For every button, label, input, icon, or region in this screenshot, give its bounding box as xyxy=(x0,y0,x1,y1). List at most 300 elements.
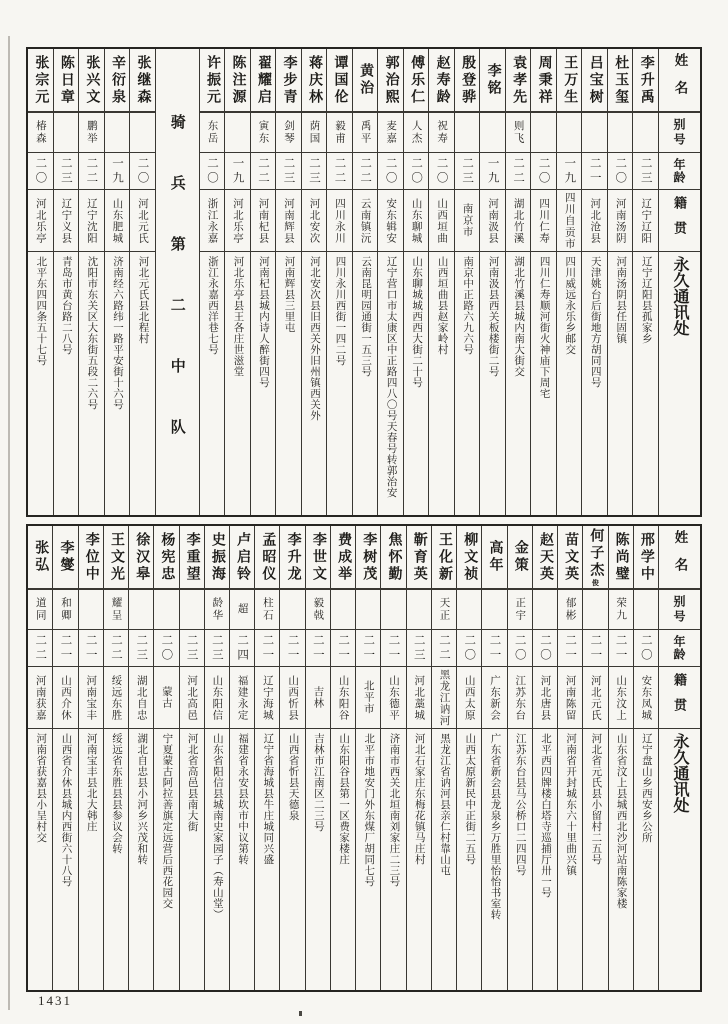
entry-native-cell xyxy=(608,190,633,252)
entry-native-text: 福建永定 xyxy=(236,674,248,721)
header-address-label xyxy=(659,729,700,990)
entry-address-text: 河北省元氏县小留村二五号 xyxy=(590,733,602,865)
entry-address-text: 北平市地安门外东煤厂胡同七号 xyxy=(363,733,375,887)
entry-age-cell xyxy=(356,630,380,667)
entry-name-text: 黄治 xyxy=(358,63,374,97)
entry-native-text: 蒙古 xyxy=(160,686,172,709)
entry-address-text: 济南经六路纬一路平安街十六号 xyxy=(111,256,123,410)
entry-address-cell xyxy=(331,729,355,990)
entry-alias-cell xyxy=(280,590,304,630)
roster-entry xyxy=(479,49,505,515)
entry-age-text: 二〇 xyxy=(614,156,627,186)
entry-alias-text: 人杰 xyxy=(410,120,422,145)
entry-name-cell xyxy=(457,526,481,590)
entry-age-cell xyxy=(429,153,454,190)
roster-entry xyxy=(53,49,79,515)
entry-native-cell xyxy=(455,190,480,252)
entry-name-text: 李步青 xyxy=(281,54,297,106)
entry-name-text: 史振海 xyxy=(209,531,225,583)
entry-address-text: 山西省忻县天德泉 xyxy=(287,733,299,821)
entry-age-text: 二一 xyxy=(261,633,274,663)
roster-entry xyxy=(78,49,104,515)
entry-name-text: 李燮 xyxy=(58,540,74,574)
roster-entry xyxy=(380,526,405,990)
entry-age-cell xyxy=(609,630,633,667)
page-number: 1431 xyxy=(38,993,72,1008)
entry-address-text: 湖北竹溪县城内南大街交 xyxy=(513,256,525,377)
entry-age-cell xyxy=(105,153,130,190)
entry-alias-cell xyxy=(582,113,607,153)
entry-address-cell xyxy=(53,729,77,990)
entry-address-text: 福建省永安县坎市中议第转 xyxy=(237,733,249,865)
entry-name-cell xyxy=(533,526,557,590)
entry-native-cell xyxy=(230,667,254,729)
entry-alias-text: 麦嘉 xyxy=(385,120,397,145)
entry-address-text: 北平西四牌楼白塔寺巡捕厅卅一号 xyxy=(539,733,551,898)
entry-age-text: 二〇 xyxy=(384,156,397,186)
entry-address-cell xyxy=(129,729,153,990)
entry-address-text: 河北省高邑县南大街 xyxy=(186,733,198,832)
entry-name-text: 张兴文 xyxy=(84,54,100,106)
entry-alias-text: 东岳 xyxy=(206,120,218,145)
roster-entry xyxy=(330,526,355,990)
entry-age-cell xyxy=(200,153,225,190)
entry-name-cell xyxy=(79,526,103,590)
entry-name-text: 徐汉皋 xyxy=(134,531,150,583)
entry-native-text: 安东凤城 xyxy=(640,674,652,721)
entry-address-cell xyxy=(381,729,405,990)
roster-entry xyxy=(224,49,250,515)
entry-alias-cell xyxy=(79,590,103,630)
entry-age-cell xyxy=(378,153,403,190)
entry-address-cell xyxy=(255,729,279,990)
entry-alias-text: 郁彬 xyxy=(564,597,576,622)
entry-alias-cell xyxy=(180,590,204,630)
entry-address-text: 河南杞县城内诗人醉街四号 xyxy=(258,256,269,388)
entry-age-cell xyxy=(407,630,431,667)
entry-age-cell xyxy=(54,153,79,190)
entry-address-cell xyxy=(531,252,556,515)
entry-native-cell xyxy=(53,667,77,729)
roster-entry xyxy=(505,49,531,515)
entry-address-cell xyxy=(457,729,481,990)
entry-address-text: 河南辉县三里屯 xyxy=(283,256,295,333)
entry-name-text: 陈日章 xyxy=(58,54,74,106)
entry-age-text: 二〇 xyxy=(160,633,173,663)
entry-alias-text: 毅戟 xyxy=(312,597,324,622)
entry-alias-cell xyxy=(508,590,532,630)
roster-entry xyxy=(556,49,582,515)
entry-name-cell xyxy=(28,49,53,113)
entry-native-cell xyxy=(582,190,607,252)
entry-name-cell xyxy=(455,49,480,113)
entry-alias-cell xyxy=(306,590,330,630)
entry-alias-cell xyxy=(634,590,658,630)
entry-alias-cell xyxy=(353,113,378,153)
entry-address-text: 辽宁辽阳县孤家乡 xyxy=(640,256,652,344)
entry-name-text: 殷登骅 xyxy=(460,54,476,106)
entry-alias-text: 超 xyxy=(236,603,248,616)
entry-address-text: 河北元氏县北程村 xyxy=(137,256,149,344)
entry-address-cell xyxy=(557,252,582,515)
entry-age-cell xyxy=(79,630,103,667)
entry-alias-cell xyxy=(104,590,128,630)
entry-name-text: 谭国伦 xyxy=(332,54,348,106)
entry-name-text: 李铭 xyxy=(485,63,501,97)
entry-native-text: 河南汲县 xyxy=(487,197,499,244)
entry-native-cell xyxy=(407,667,431,729)
scan-artifact-left-line xyxy=(8,36,10,1010)
entry-age-cell xyxy=(508,630,532,667)
roster-entry xyxy=(279,526,304,990)
header-address-label xyxy=(659,252,700,515)
entry-age-text: 二〇 xyxy=(639,633,652,663)
entry-native-text: 山西太原 xyxy=(463,674,475,721)
entry-name-cell xyxy=(331,526,355,590)
entry-age-text: 二二 xyxy=(333,156,346,186)
entry-native-cell xyxy=(104,667,128,729)
entry-native-cell xyxy=(129,667,153,729)
entry-native-cell xyxy=(154,667,178,729)
entry-native-text: 湖北竹溪 xyxy=(512,197,524,244)
entry-native-cell xyxy=(276,190,301,252)
entry-alias-cell xyxy=(331,590,355,630)
entry-address-cell xyxy=(608,252,633,515)
entry-age-text: 二一 xyxy=(362,633,375,663)
entry-name-text: 李重望 xyxy=(184,531,200,583)
entry-age-text: 二一 xyxy=(589,633,602,663)
entry-age-text: 二二 xyxy=(34,633,47,663)
entry-name-cell xyxy=(531,49,556,113)
entry-address-cell xyxy=(582,252,607,515)
entry-alias-cell xyxy=(455,113,480,153)
entry-native-cell xyxy=(506,190,531,252)
entry-name-cell xyxy=(583,526,607,590)
entry-native-cell xyxy=(205,667,229,729)
entry-age-text: 二〇 xyxy=(136,156,149,186)
entry-name-cell xyxy=(302,49,327,113)
entry-name-text: 金策 xyxy=(512,540,528,574)
entry-native-cell xyxy=(200,190,225,252)
entry-name-cell xyxy=(54,49,79,113)
entry-address-cell xyxy=(225,252,250,515)
entry-age-cell xyxy=(633,153,658,190)
entry-native-cell xyxy=(508,667,532,729)
entry-address-text: 山西省介休县城内西街六十八号 xyxy=(60,733,72,887)
unit-label-cell xyxy=(156,49,199,515)
entry-alias-cell xyxy=(129,590,153,630)
header-native-text: 籍贯 xyxy=(672,672,687,723)
entry-native-text: 山东汶上 xyxy=(615,674,627,721)
entry-name-cell xyxy=(429,49,454,113)
entry-name-text: 郭治熙 xyxy=(383,54,399,106)
entry-native-text: 四川永川 xyxy=(334,197,346,244)
entry-name-text: 傅乐仁 xyxy=(409,54,425,106)
entry-name-cell xyxy=(104,526,128,590)
entry-age-cell xyxy=(634,630,658,667)
roster-entry xyxy=(530,49,556,515)
header-native-label xyxy=(659,190,700,252)
entry-alias-cell xyxy=(533,590,557,630)
entry-name-text: 费成举 xyxy=(336,531,352,583)
entry-native-cell xyxy=(306,667,330,729)
header-alias-label xyxy=(659,113,700,153)
roster-entry xyxy=(431,526,456,990)
roster-table-bottom xyxy=(26,524,702,992)
roster-entry xyxy=(557,526,582,990)
entry-age-cell xyxy=(129,630,153,667)
entry-name-text: 许振元 xyxy=(204,54,220,106)
entry-age-cell xyxy=(280,630,304,667)
entry-age-cell xyxy=(327,153,352,190)
roster-entry xyxy=(229,526,254,990)
entry-alias-text: 禹平 xyxy=(359,120,371,145)
roster-entry xyxy=(275,49,301,515)
entry-age-text: 二一 xyxy=(84,633,97,663)
entry-name-cell xyxy=(480,49,505,113)
roster-entry xyxy=(128,526,153,990)
entry-address-cell xyxy=(429,252,454,515)
roster-header-column xyxy=(658,526,700,990)
entry-address-text: 青岛市黄台路二八号 xyxy=(60,256,72,355)
entry-address-cell xyxy=(105,252,130,515)
header-name-text: 姓名 xyxy=(672,52,688,108)
entry-age-cell xyxy=(558,630,582,667)
entry-address-text: 辽宁盘山乡西安乡公所 xyxy=(640,733,652,843)
entry-alias-cell xyxy=(407,590,431,630)
entry-name-cell xyxy=(582,49,607,113)
entry-address-text: 山西垣曲县赵家岭村 xyxy=(436,256,448,355)
entry-native-cell xyxy=(404,190,429,252)
entry-alias-cell xyxy=(251,113,276,153)
entry-native-text: 安东辑安 xyxy=(385,197,397,244)
entry-native-text: 河北元氏 xyxy=(589,674,601,721)
roster-entry xyxy=(28,526,52,990)
entry-address-text: 济南市西关北垣南刘家庄二三号 xyxy=(388,733,400,887)
entry-address-text: 绥远省东胜县县参议会转 xyxy=(110,733,122,854)
entry-native-cell xyxy=(105,190,130,252)
entry-address-cell xyxy=(230,729,254,990)
entry-native-cell xyxy=(327,190,352,252)
entry-age-text: 一九 xyxy=(110,156,123,186)
entry-age-text: 二一 xyxy=(286,633,299,663)
entry-name-cell xyxy=(200,49,225,113)
entry-age-cell xyxy=(583,630,607,667)
roster-entry xyxy=(456,526,481,990)
entry-name-text: 李树茂 xyxy=(361,531,377,583)
entry-age-text: 二〇 xyxy=(435,156,448,186)
entry-native-text: 辽宁辽阳 xyxy=(640,197,652,244)
roster-entry xyxy=(129,49,155,515)
entry-native-cell xyxy=(79,667,103,729)
entry-address-cell xyxy=(205,729,229,990)
entry-age-text: 一九 xyxy=(486,156,499,186)
entry-native-cell xyxy=(533,667,557,729)
entry-address-cell xyxy=(583,729,607,990)
entry-alias-cell xyxy=(558,590,582,630)
entry-address-cell xyxy=(353,252,378,515)
roster-entry xyxy=(52,526,77,990)
header-alias-label xyxy=(659,590,700,630)
roster-entry xyxy=(355,526,380,990)
entry-name-cell xyxy=(356,526,380,590)
roster-entry xyxy=(103,526,128,990)
entry-alias-text: 荣九 xyxy=(615,597,627,622)
entry-address-cell xyxy=(28,252,53,515)
entry-address-cell xyxy=(280,729,304,990)
entry-name-text: 何子杰俊 xyxy=(588,528,604,586)
entry-name-text: 王化新 xyxy=(437,531,452,583)
entry-age-text: 二三 xyxy=(135,633,148,663)
entry-address-cell xyxy=(54,252,79,515)
entry-address-cell xyxy=(407,729,431,990)
entry-native-text: 河北沧县 xyxy=(589,197,601,244)
entry-native-text: 河南辉县 xyxy=(283,197,295,244)
entry-age-cell xyxy=(79,153,104,190)
entry-age-cell xyxy=(104,630,128,667)
entry-native-text: 山西垣曲 xyxy=(436,197,448,244)
entry-address-cell xyxy=(180,729,204,990)
entry-alias-text: 则飞 xyxy=(512,120,524,145)
entry-name-cell xyxy=(407,526,431,590)
entry-alias-cell xyxy=(255,590,279,630)
entry-name-cell xyxy=(255,526,279,590)
entry-address-cell xyxy=(327,252,352,515)
entry-name-cell xyxy=(306,526,330,590)
entry-native-cell xyxy=(457,667,481,729)
entry-age-cell xyxy=(432,630,456,667)
entry-address-cell xyxy=(79,252,104,515)
entry-name-text: 柳文祯 xyxy=(462,531,478,583)
roster-entry xyxy=(632,49,658,515)
entry-age-cell xyxy=(331,630,355,667)
entry-age-cell xyxy=(480,153,505,190)
entry-age-text: 二一 xyxy=(311,633,324,663)
entry-name-cell xyxy=(225,49,250,113)
entry-native-cell xyxy=(251,190,276,252)
entry-native-text: 四川仁寿 xyxy=(538,197,550,244)
entry-address-text: 云南昆明园通街一五三号 xyxy=(360,256,372,377)
entry-alias-cell xyxy=(28,590,52,630)
entry-native-text: 山西介休 xyxy=(59,674,71,721)
entry-alias-text: 祝寿 xyxy=(436,120,448,145)
entry-address-text: 江苏东台县马公桥口二四四号 xyxy=(514,733,526,876)
entry-native-text: 云南镇沅 xyxy=(359,197,371,244)
entry-alias-cell xyxy=(432,590,456,630)
entry-native-cell xyxy=(381,667,405,729)
entry-age-cell xyxy=(381,630,405,667)
entry-address-text: 天津姚台后街地方胡同四号 xyxy=(589,256,601,388)
entry-age-cell xyxy=(404,153,429,190)
entry-age-cell xyxy=(482,630,506,667)
entry-address-text: 辽宁营口市太康区中正路四八〇号天春号转郭治安 xyxy=(385,256,397,498)
entry-age-cell xyxy=(582,153,607,190)
entry-age-text: 二三 xyxy=(210,633,223,663)
entry-native-cell xyxy=(356,667,380,729)
header-age-text: 年龄 xyxy=(672,158,686,184)
roster-entry xyxy=(254,526,279,990)
roster-entry xyxy=(104,49,130,515)
entry-alias-cell xyxy=(28,113,53,153)
entry-age-text: 二二 xyxy=(109,633,122,663)
entry-name-cell xyxy=(404,49,429,113)
entry-native-cell xyxy=(28,667,52,729)
entry-name-cell xyxy=(353,49,378,113)
entry-age-text: 二三 xyxy=(282,156,295,186)
entry-name-cell xyxy=(276,49,301,113)
entry-address-text: 河南宝丰县北大韩庄 xyxy=(85,733,97,832)
roster-entry xyxy=(582,526,607,990)
entry-age-cell xyxy=(180,630,204,667)
entry-address-cell xyxy=(404,252,429,515)
entry-native-cell xyxy=(302,190,327,252)
entry-native-text: 北平市 xyxy=(362,680,374,715)
entry-name-cell xyxy=(506,49,531,113)
entry-address-cell xyxy=(130,252,155,515)
entry-alias-text: 荫国 xyxy=(308,120,320,145)
entry-native-cell xyxy=(54,190,79,252)
entry-alias-text: 鹏举 xyxy=(85,120,97,145)
entry-name-text: 袁孝先 xyxy=(511,54,527,106)
entry-address-cell xyxy=(533,729,557,990)
entry-name-text: 王万生 xyxy=(562,54,578,106)
unit-label-text: 骑兵第二中队 xyxy=(168,114,185,480)
entry-age-text: 一九 xyxy=(231,156,244,186)
entry-name-cell xyxy=(432,526,456,590)
entry-age-text: 二三 xyxy=(308,156,321,186)
entry-name-text: 张弘 xyxy=(33,540,49,574)
entry-name-text: 周秉祥 xyxy=(536,54,552,106)
entry-alias-cell xyxy=(457,590,481,630)
roster-entry xyxy=(153,526,178,990)
roster-entry xyxy=(532,526,557,990)
entry-address-text: 河南省开封城东六十里曲兴镇 xyxy=(565,733,577,876)
entry-alias-cell xyxy=(276,113,301,153)
entry-age-cell xyxy=(533,630,557,667)
entry-age-text: 二二 xyxy=(359,156,372,186)
entry-native-text: 辽宁海城 xyxy=(261,674,273,721)
roster-entry xyxy=(179,526,204,990)
entry-name-cell xyxy=(105,49,130,113)
roster-entry xyxy=(406,526,431,990)
entry-alias-cell xyxy=(608,113,633,153)
entry-age-cell xyxy=(557,153,582,190)
roster-entry xyxy=(78,526,103,990)
entry-address-text: 河南汤阴县任固镇 xyxy=(615,256,627,344)
entry-native-cell xyxy=(353,190,378,252)
entry-alias-cell xyxy=(381,590,405,630)
entry-name-text: 辛衍泉 xyxy=(109,54,125,106)
entry-address-text: 浙江永嘉西洋巷七号 xyxy=(206,256,218,355)
entry-name-text: 苗文英 xyxy=(563,531,579,583)
entry-name-text: 赵天英 xyxy=(537,531,553,583)
header-age-text: 年龄 xyxy=(672,635,686,661)
entry-alias-cell xyxy=(404,113,429,153)
entry-alias-cell xyxy=(327,113,352,153)
entry-alias-cell xyxy=(79,113,104,153)
entry-age-cell xyxy=(255,630,279,667)
entry-alias-text: 天正 xyxy=(438,597,450,622)
entry-native-cell xyxy=(609,667,633,729)
entry-alias-cell xyxy=(200,113,225,153)
entry-name-text: 杨宪忠 xyxy=(159,531,175,583)
entry-native-text: 辽宁义县 xyxy=(60,197,72,244)
entry-address-cell xyxy=(251,252,276,515)
entry-age-cell xyxy=(251,153,276,190)
entry-name-cell xyxy=(130,49,155,113)
entry-native-cell xyxy=(633,190,658,252)
header-age-label xyxy=(659,153,700,190)
